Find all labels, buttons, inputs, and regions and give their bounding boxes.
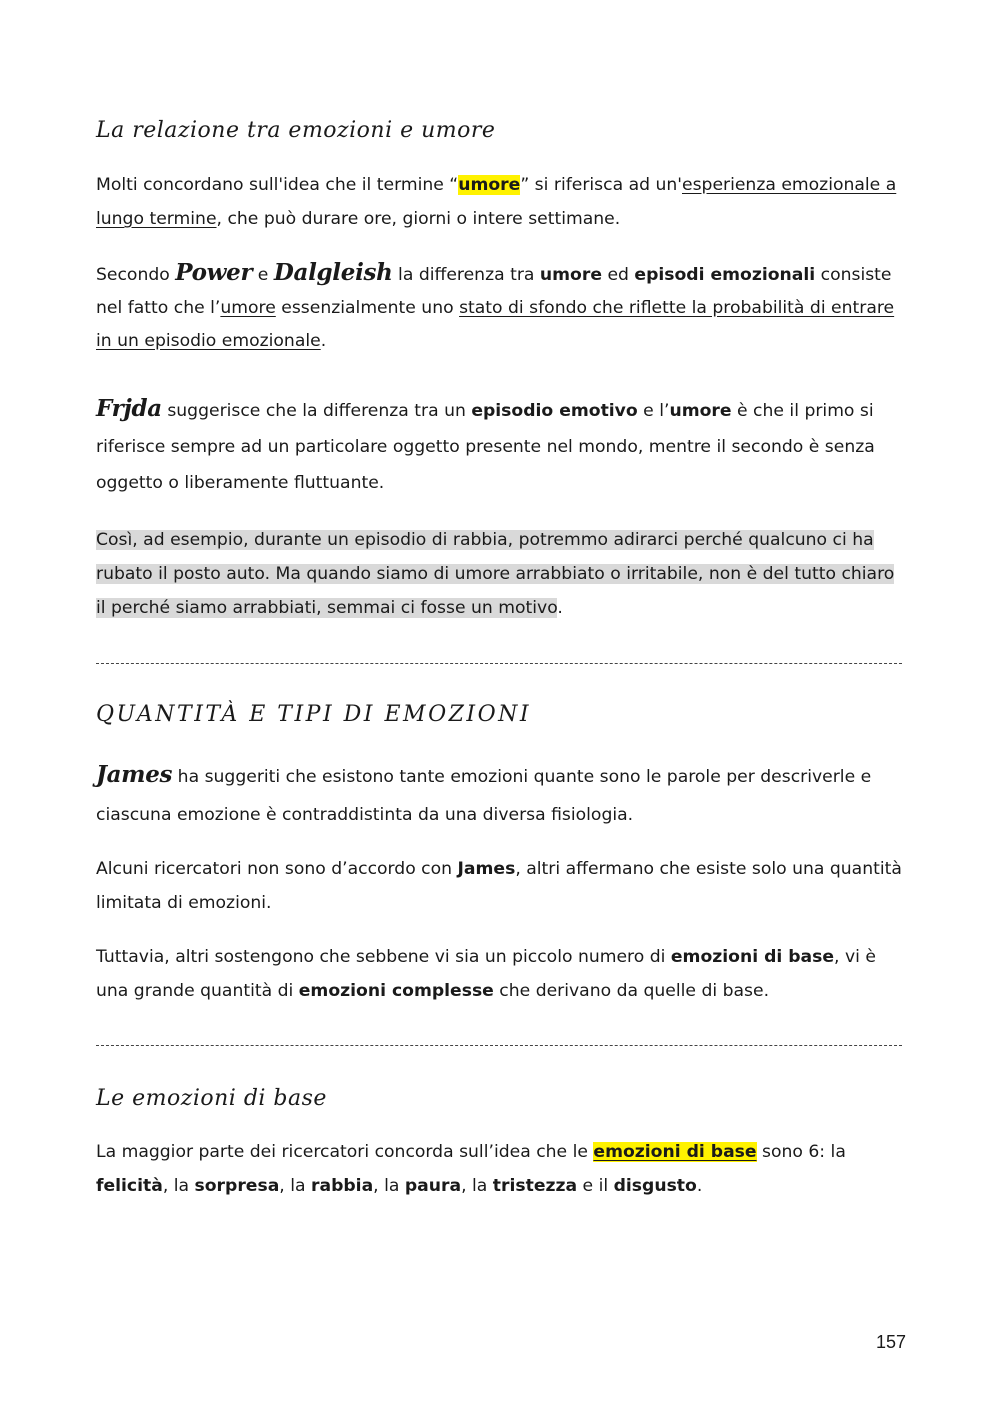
text-run: Molti concordano sull'idea che il termine “ xyxy=(96,175,459,195)
emotion-disgusto: disgusto xyxy=(613,1176,697,1196)
text-run: , altri affermano che esiste solo una quantità limitata di emozioni. xyxy=(96,859,902,913)
underlined-phrase: stato di sfondo che riflette la probabilità di entrare in un episodio emozionale xyxy=(96,298,895,351)
text-run: che derivano da quelle di base. xyxy=(493,981,770,1001)
text-run: Tuttavia, altri sostengono che sebbene vi sia un piccolo numero di xyxy=(96,947,671,967)
text-run: . xyxy=(557,598,563,618)
text-run: sono 6: la xyxy=(756,1142,846,1162)
dashed-divider xyxy=(96,663,902,664)
dashed-divider xyxy=(96,1045,902,1046)
text-run: e l’ xyxy=(637,401,670,421)
author-name-frjda: Frjda xyxy=(96,395,162,422)
bold-term: James xyxy=(457,859,516,879)
bold-term: emozioni complesse xyxy=(298,981,494,1001)
text-run: ha suggeriti che esistono tante emozioni quante sono le parole per descriverle e ciascuna emozione è contraddistinta da una diversa fisiologia. xyxy=(96,767,872,825)
text-run: Alcuni ricercatori non sono d’accordo con xyxy=(96,859,458,879)
text-run: . xyxy=(320,331,327,351)
page-number: 157 xyxy=(875,1332,906,1352)
paragraph-sei-emozioni xyxy=(96,1135,902,1203)
text-run: , la xyxy=(461,1176,493,1196)
section-heading-umore: La relazione tra emozioni e umore xyxy=(96,118,496,143)
section-heading-quantita: QUANTITÀ E TIPI DI EMOZIONI xyxy=(96,702,532,727)
paragraph-example-rabbia xyxy=(96,523,902,625)
emotion-sorpresa: sorpresa xyxy=(194,1176,280,1196)
text-run: è che il primo si riferisce sempre ad un particolare oggetto presente nel mondo, mentre il secondo è senza oggetto o liberamente fluttuante. xyxy=(96,401,875,493)
emotion-felicita: felicità xyxy=(96,1176,163,1196)
text-run: la differenza tra xyxy=(392,265,540,285)
underlined-phrase: umore xyxy=(220,298,276,318)
text-run: , la xyxy=(162,1176,195,1196)
emotion-paura: paura xyxy=(404,1176,462,1196)
underlined-phrase: esperienza emozionale a lungo termine xyxy=(96,175,897,229)
section-heading-emozioni-base: Le emozioni di base xyxy=(96,1086,327,1111)
text-run: suggerisce che la differenza tra un xyxy=(161,401,472,421)
text-run: , la xyxy=(373,1176,405,1196)
paragraph-disaccordo xyxy=(96,852,902,920)
text-run: ed xyxy=(601,265,635,285)
text-run: , la xyxy=(279,1176,311,1196)
paragraph-frjda xyxy=(96,391,902,501)
text-run: essenzialmente uno xyxy=(275,298,460,318)
bold-term: episodio emotivo xyxy=(471,401,638,421)
paragraph-emozioni-complesse xyxy=(96,940,902,1008)
grey-highlighted-text: Così, ad esempio, durante un episodio di rabbia, potremmo adirarci perché qualcuno ci ha rubato il posto auto. Ma quando siamo di umore arrabbiato o irritabile, non è del tutto chiaro il perché siamo arrabbiati, semmai ci fosse un motivo xyxy=(96,530,895,618)
paragraph-james xyxy=(96,756,902,834)
bold-term: umore xyxy=(669,401,732,421)
highlighted-term: emozioni di base xyxy=(593,1142,757,1162)
text-run: Secondo xyxy=(96,265,176,285)
text-run: ” si riferisca ad un' xyxy=(520,175,682,195)
text-run: La maggior parte dei ricercatori concorda sull’idea che le xyxy=(96,1142,594,1162)
author-name-dalgleish: Dalgleish xyxy=(273,259,393,286)
text-run: consiste nel fatto che l’ xyxy=(96,265,892,318)
text-run: , vi è una grande quantità di xyxy=(96,947,876,1001)
text-run: e xyxy=(252,265,274,285)
bold-term: episodi emozionali xyxy=(634,265,816,285)
author-name-power: Power xyxy=(175,259,253,286)
emotion-rabbia: rabbia xyxy=(311,1176,374,1196)
text-run: , che può durare ore, giorni o intere settimane. xyxy=(216,209,621,229)
text-run: . xyxy=(696,1176,703,1196)
bold-term: umore xyxy=(539,265,602,285)
paragraph-power-dalgleish xyxy=(96,256,902,358)
paragraph-umore-definition xyxy=(96,168,902,236)
emotion-tristezza: tristezza xyxy=(492,1176,578,1196)
author-name-james: James xyxy=(96,761,173,788)
highlighted-term: umore xyxy=(458,175,521,195)
bold-term: emozioni di base xyxy=(670,947,835,967)
text-run: e il xyxy=(577,1176,614,1196)
